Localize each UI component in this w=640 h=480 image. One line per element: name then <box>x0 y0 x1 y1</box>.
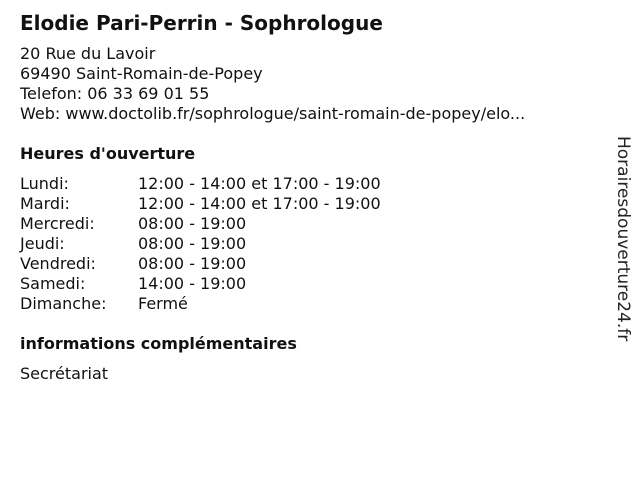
day-hours: Fermé <box>138 294 188 313</box>
hours-row-friday <box>20 254 600 274</box>
business-card <box>20 10 600 384</box>
day-hours: 08:00 - 19:00 <box>138 234 247 253</box>
hours-row-tuesday <box>20 194 600 214</box>
hours-row-sunday <box>20 294 600 314</box>
day-label: Dimanche: <box>20 294 107 313</box>
day-hours: 12:00 - 14:00 et 17:00 - 19:00 <box>138 174 381 193</box>
hours-row-saturday <box>20 274 600 294</box>
address-city: 69490 Saint-Romain-de-Popey <box>20 64 263 83</box>
brand-text: Horairesdouverture24.fr <box>613 136 633 342</box>
business-title: Elodie Pari-Perrin - Sophrologue <box>20 11 383 35</box>
day-label: Mardi: <box>20 194 70 213</box>
address-street: 20 Rue du Lavoir <box>20 44 156 63</box>
brand-watermark <box>602 136 640 346</box>
day-label: Samedi: <box>20 274 86 293</box>
hours-row-wednesday <box>20 214 600 234</box>
extra-info-text: Secrétariat <box>20 364 109 383</box>
phone-line: Telefon: 06 33 69 01 55 <box>20 84 210 103</box>
day-hours: 08:00 - 19:00 <box>138 254 247 273</box>
hours-row-monday <box>20 174 600 194</box>
day-label: Lundi: <box>20 174 69 193</box>
extra-info-heading: informations complémentaires <box>20 334 297 353</box>
day-hours: 14:00 - 19:00 <box>138 274 247 293</box>
hours-row-thursday <box>20 234 600 254</box>
day-label: Vendredi: <box>20 254 96 273</box>
hours-heading: Heures d'ouverture <box>20 144 196 163</box>
web-line[interactable]: Web: www.doctolib.fr/sophrologue/saint-romain-de-popey/elo... <box>20 104 526 123</box>
day-hours: 08:00 - 19:00 <box>138 214 247 233</box>
day-hours: 12:00 - 14:00 et 17:00 - 19:00 <box>138 194 381 213</box>
day-label: Mercredi: <box>20 214 95 233</box>
hours-table <box>20 174 600 314</box>
day-label: Jeudi: <box>20 234 65 253</box>
